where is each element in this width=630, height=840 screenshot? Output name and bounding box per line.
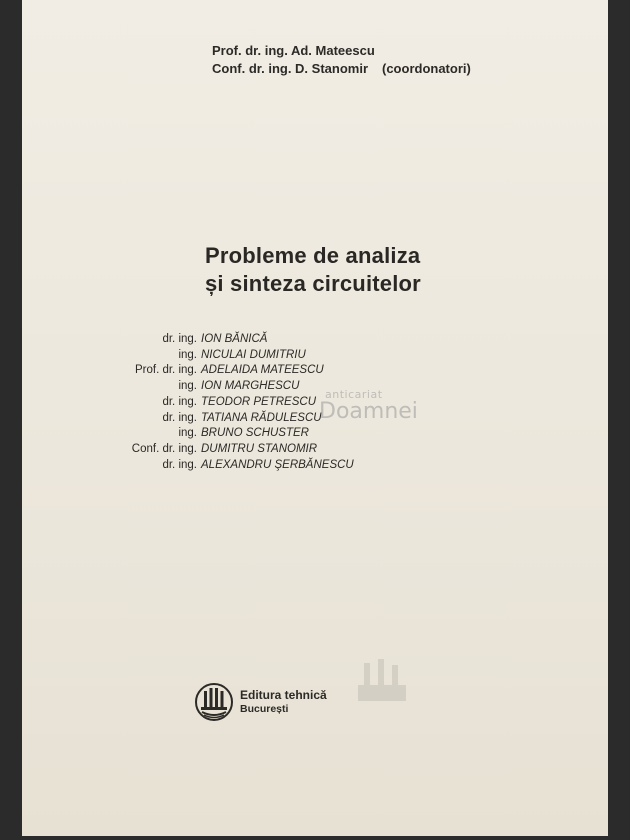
factory-chimneys-icon (194, 682, 234, 722)
coordinator-name: Conf. dr. ing. D. Stanomir (212, 61, 368, 76)
title-line-2: și sinteza circuitelor (205, 271, 421, 296)
author-title: ing. (178, 348, 197, 361)
author-row (62, 442, 608, 458)
coordinators-block (212, 42, 471, 78)
book-title (205, 242, 421, 298)
coordinator-line (212, 60, 471, 78)
author-title: dr. ing. (162, 333, 197, 345)
author-name: ALEXANDRU ŞERBĂNESCU (201, 458, 354, 471)
publisher-name: Editura tehnică (240, 688, 327, 702)
author-name: ION MARGHESCU (201, 380, 300, 393)
watermark-small-text: anticariat (325, 388, 383, 401)
publisher-city: București (240, 703, 289, 715)
show-through-heading (232, 180, 236, 195)
author-name: TEODOR PETRESCU (201, 395, 317, 408)
author-name: DUMITRU STANOMIR (201, 442, 318, 455)
coordinator-line (212, 42, 471, 60)
author-title: Conf. dr. ing. (131, 442, 197, 455)
author-row (62, 426, 608, 442)
author-row (62, 332, 608, 348)
show-through-logo-icon (352, 655, 412, 705)
author-title: ing. (178, 427, 197, 440)
book-page (22, 0, 608, 836)
watermark-big-text: Doamnei (319, 399, 418, 424)
author-title: dr. ing. (162, 395, 197, 408)
author-row (62, 363, 608, 379)
author-name: TATIANA RĂDULESCU (201, 411, 322, 424)
coordinator-role: (coordonatori) (382, 61, 471, 76)
title-line-1: Probleme de analiza (205, 243, 421, 268)
author-row (62, 458, 608, 474)
coordinator-name: Prof. dr. ing. Ad. Mateescu (212, 43, 375, 58)
author-name: ADELAIDA MATEESCU (201, 364, 324, 377)
author-name: ION BĂNICĂ (201, 333, 268, 345)
publisher-block (194, 682, 327, 722)
author-row (62, 348, 608, 364)
author-title: Prof. dr. ing. (134, 364, 197, 377)
publisher-text (240, 688, 327, 716)
author-title: ing. (178, 380, 197, 393)
watermark (319, 388, 418, 423)
author-name: NICULAI DUMITRIU (201, 348, 306, 361)
author-title: dr. ing. (162, 411, 197, 424)
author-title: dr. ing. (162, 458, 197, 471)
author-name: BRUNO SCHUSTER (201, 427, 309, 440)
